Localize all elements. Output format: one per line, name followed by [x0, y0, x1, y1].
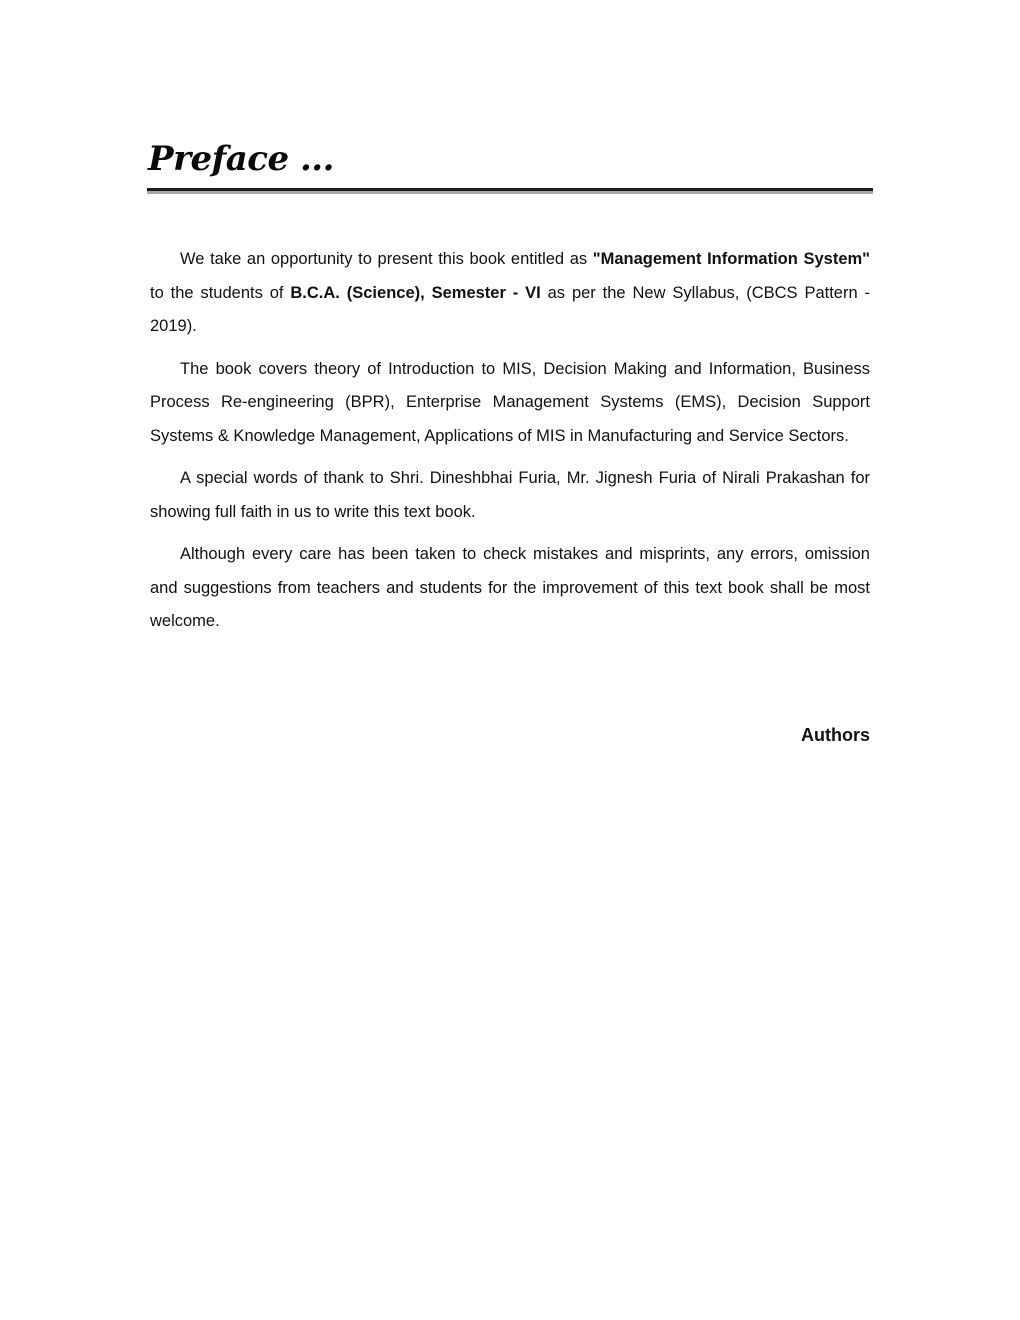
paragraph-intro-end: as per the New Syllabus, (CBCS Pattern - 2019).	[150, 283, 871, 335]
preface-body	[150, 243, 870, 648]
paragraph-intro-middle: to the students of	[150, 283, 291, 302]
title-underline-shadow	[147, 191, 873, 194]
course-name: B.C.A. (Science), Semester - VI	[290, 283, 541, 302]
paragraph-feedback: Although every care has been taken to check mistakes and misprints, any errors, omission and suggestions from teachers and students for the improvement of this text book shall be most welcome.	[150, 545, 870, 630]
authors-signature: Authors	[801, 725, 870, 745]
paragraph-intro-lead: We take an opportunity to present this book entitled as	[180, 250, 593, 268]
paragraph-coverage: The book covers theory of Introduction to MIS, Decision Making and Information, Business Process Re-engineering (BPR), Enterprise Management Systems (EMS), Decision Support Systems & Knowledge Management, Applications of MIS in Manufacturing and Service Sectors.	[150, 359, 870, 445]
paragraph-thanks: A special words of thank to Shri. Dineshbhai Furia, Mr. Jignesh Furia of Nirali Prakashan for showing full faith in us to write this text book.	[150, 469, 870, 521]
book-title: "Management Information System"	[592, 250, 870, 268]
paragraph-intro	[150, 243, 870, 344]
page-title: Preface ...	[148, 139, 334, 179]
